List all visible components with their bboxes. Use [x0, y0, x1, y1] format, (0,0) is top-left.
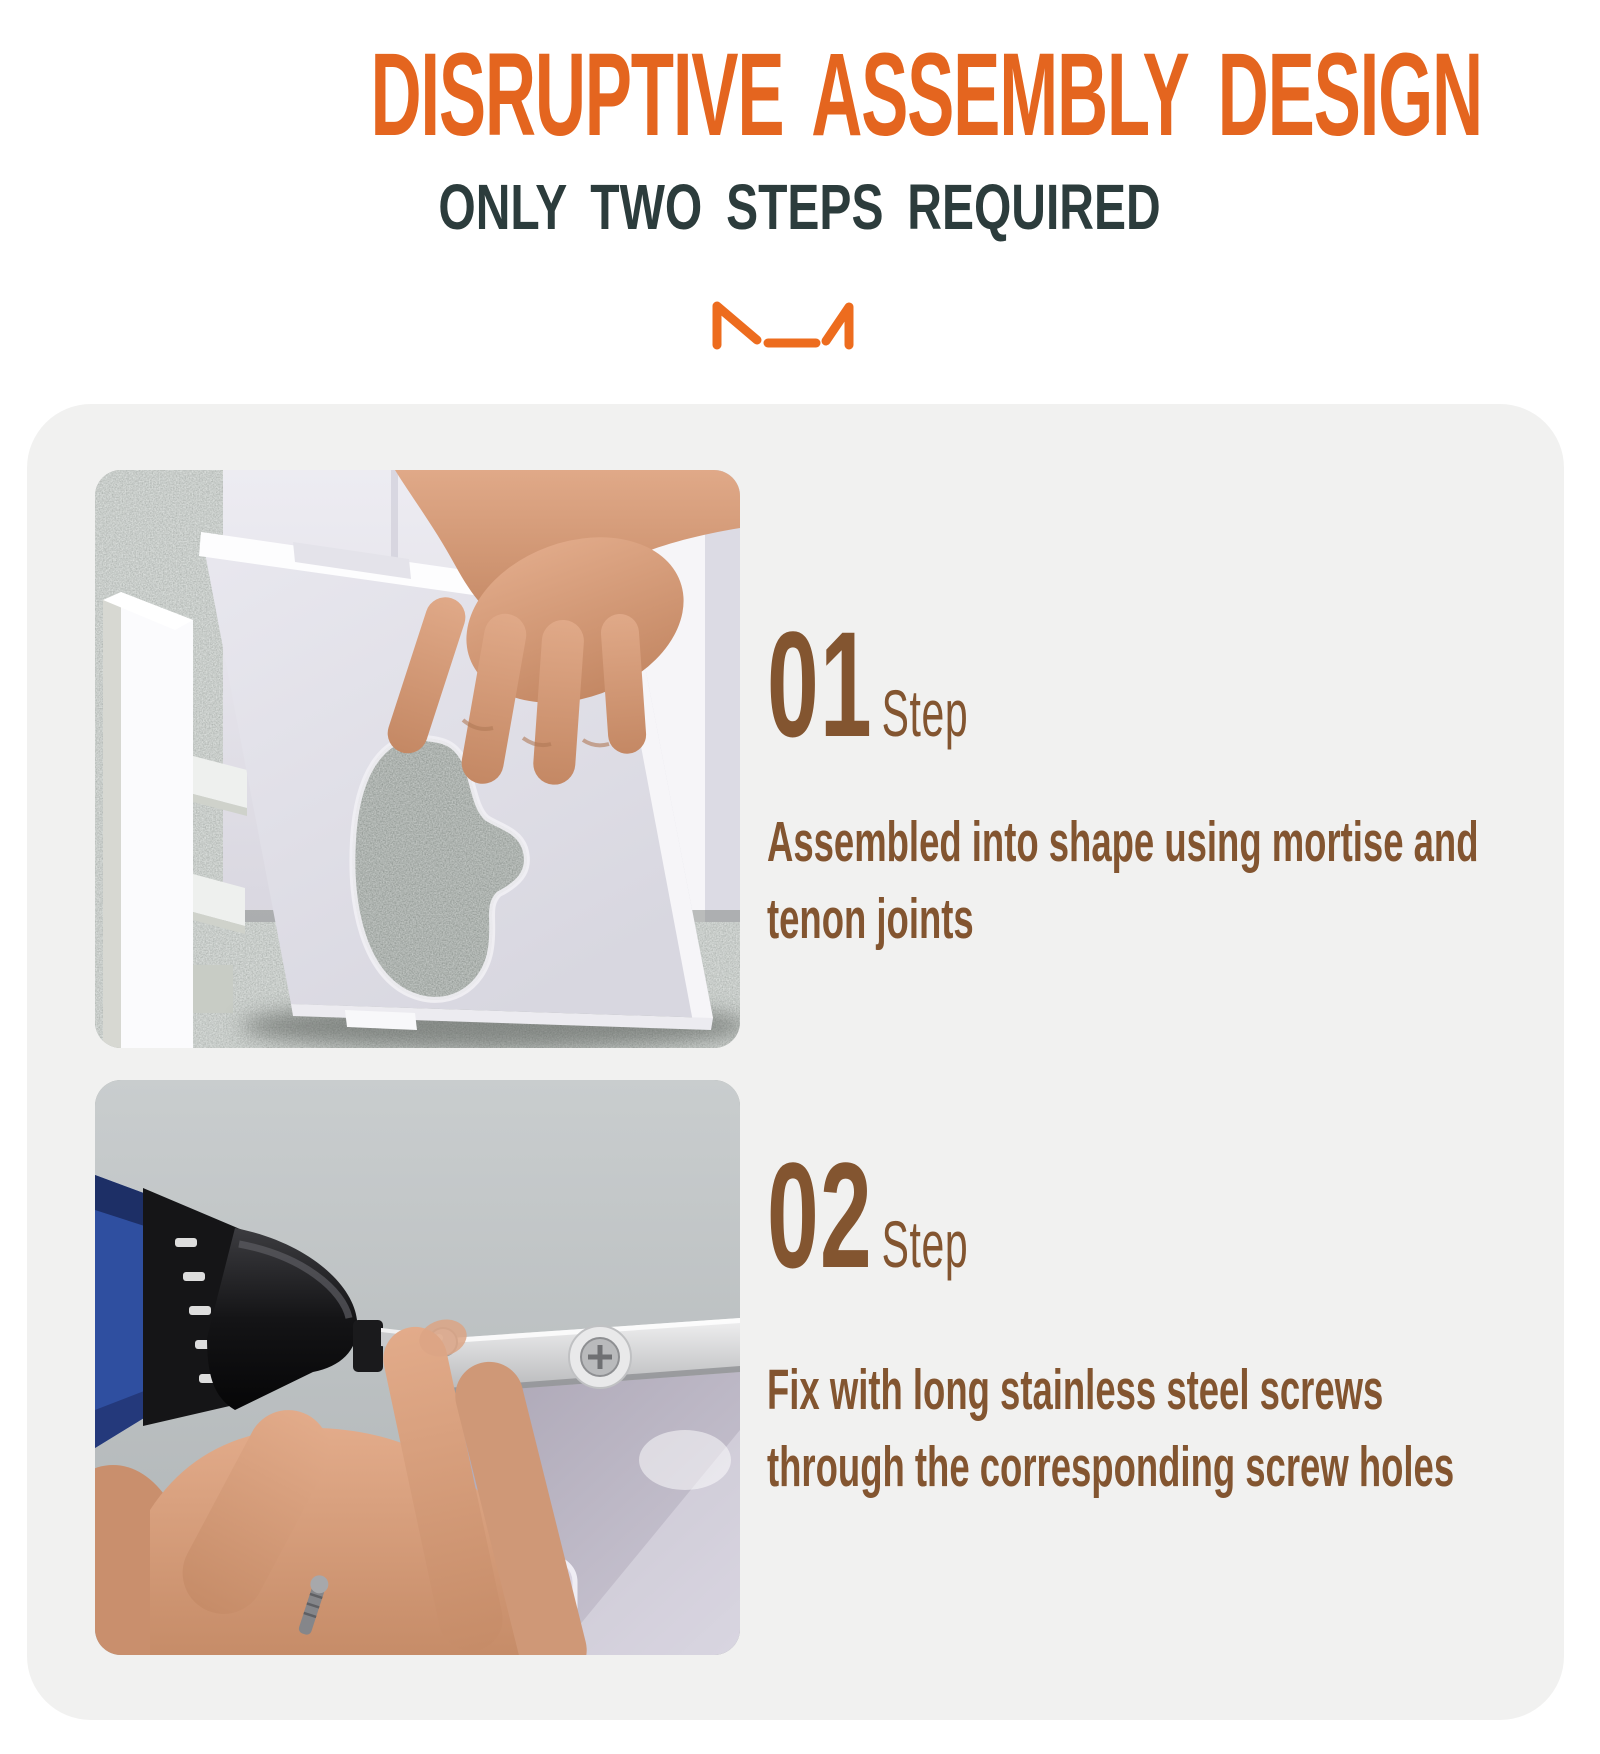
step1-heading [767, 600, 969, 768]
page-title-text: DISRUPTIVE ASSEMBLY DESIGN [370, 29, 1482, 161]
step1-label: Step [881, 676, 969, 750]
step2-description-line1: Fix with long stainless steel screws [767, 1358, 1384, 1422]
step2-heading [767, 1131, 969, 1299]
step2-photo [95, 1080, 740, 1655]
step1-description [767, 804, 1479, 958]
step1-description-line2: tenon joints [767, 887, 974, 951]
page-subtitle [0, 172, 1600, 242]
page-subtitle-text: ONLY TWO STEPS REQUIRED [438, 171, 1162, 243]
content-card [27, 404, 1564, 1720]
step2-number: 02 [767, 1131, 873, 1299]
step2-description [767, 1352, 1454, 1506]
step2-label: Step [881, 1207, 969, 1281]
step1-photo [95, 470, 740, 1048]
step1-description-line1: Assembled into shape using mortise and [767, 810, 1479, 874]
step1-number: 01 [767, 600, 873, 768]
step2-description-line2: through the corresponding screw holes [767, 1435, 1455, 1499]
brand-mark-icon [710, 299, 858, 351]
page-title [0, 29, 1600, 161]
step1-photo-illustration [95, 470, 740, 1048]
step2-photo-illustration [95, 1080, 740, 1655]
